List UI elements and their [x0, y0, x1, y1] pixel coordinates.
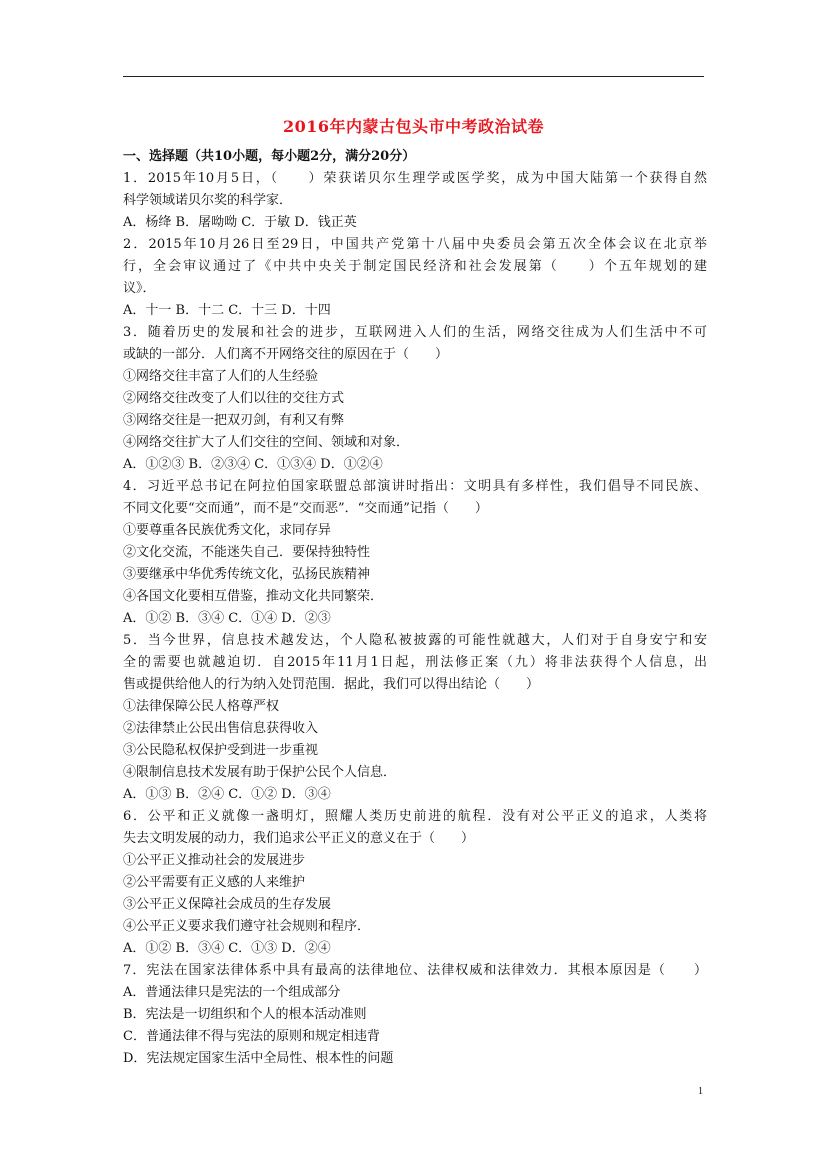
question-line: A．①③ B．②④ C．①② D．③④: [123, 787, 331, 802]
header-rule: [123, 76, 704, 77]
question-line: ③要继承中华优秀传统文化，弘扬民族精神: [123, 567, 371, 582]
page-number: 1: [698, 1086, 703, 1097]
question-line: ②公平需要有正义感的人来维护: [123, 875, 306, 890]
question-line: ④网络交往扩大了人们交往的空间、领域和对象．: [123, 435, 410, 450]
question-line: 5．当今世界，信息技术越发达，个人隐私被披露的可能性就越大，人们对于自身安宁和安: [123, 633, 707, 648]
question-line: ①公平正义推动社会的发展进步: [123, 853, 306, 868]
question-line: A．①② B．③④ C．①③ D．②④: [123, 941, 331, 956]
section-heading: 一、选择题（共10小题，每小题2分，满分20分）: [123, 149, 416, 164]
question-line: 2．2015年10月26日至29日，中国共产党第十八届中央委员会第五次全体会议在北京举: [123, 237, 707, 252]
question-line: ④限制信息技术发展有助于保护公民个人信息．: [123, 765, 397, 780]
question-line: ①法律保障公民人格尊严权: [123, 699, 280, 714]
question-line: ④公平正义要求我们遵守社会规则和程序．: [123, 919, 371, 934]
question-line: 3．随着历史的发展和社会的进步，互联网进入人们的生活，网络交往成为人们生活中不可: [123, 325, 707, 340]
question-line: A．①② B．③④ C．①④ D．②③: [123, 611, 331, 626]
question-line: 7．宪法在国家法律体系中具有最高的法律地位、法律权威和法律效力．其根本原因是（ ）: [123, 963, 707, 978]
question-line: ②法律禁止公民出售信息获得收入: [123, 721, 319, 736]
question-line: 行，全会审议通过了《中共中央关于制定国民经济和社会发展第（ ）个五年规划的建: [123, 259, 707, 274]
question-line: 6．公平和正义就像一盏明灯，照耀人类历史前进的航程．没有对公平正义的追求，人类将: [123, 809, 707, 824]
question-line: 售或提供给他人的行为纳入处罚范围．据此，我们可以得出结论（ ）: [123, 677, 540, 692]
question-line: 或缺的一部分．人们离不开网络交往的原因在于（ ）: [123, 347, 449, 362]
question-line: 议》．: [123, 281, 156, 296]
question-line: ③公平正义保障社会成员的生存发展: [123, 897, 332, 912]
exam-title: 2016年内蒙古包头市中考政治试卷: [282, 117, 545, 136]
question-line: 不同文化要“交而通”，而不是“交而恶”．“交而通”记指（ ）: [123, 501, 488, 516]
question-line: C．普通法律不得与宪法的原则和规定相违背: [123, 1029, 380, 1044]
question-line: A．十一 B．十二 C．十三 D．十四: [123, 303, 331, 318]
question-line: A．普通法律只是宪法的一个组成部分: [123, 985, 341, 1000]
question-line: ③网络交往是一把双刃剑，有利又有弊: [123, 413, 345, 428]
question-line: 科学领域诺贝尔奖的科学家．: [123, 193, 293, 208]
exam-body: [123, 146, 707, 1070]
question-line: ②网络交往改变了人们以往的交往方式: [123, 391, 345, 406]
question-line: ④各国文化要相互借鉴，推动文化共同繁荣．: [123, 589, 384, 604]
question-line: 全的需要也就越迫切．自2015年11月1日起，刑法修正案（九）将非法获得个人信息，出: [123, 655, 707, 670]
question-line: A．①②③ B．②③④ C．①③④ D．①②④: [123, 457, 383, 472]
question-line: ①网络交往丰富了人们的人生经验: [123, 369, 319, 384]
question-line: A．杨绛 B．屠呦呦 C．于敏 D．钱正英: [123, 215, 357, 230]
question-line: 1．2015年10月5日，（ ）荣获诺贝尔生理学或医学奖，成为中国大陆第一个获得自然: [123, 171, 707, 186]
question-line: ③公民隐私权保护受到进一步重视: [123, 743, 319, 758]
question-line: 4．习近平总书记在阿拉伯国家联盟总部演讲时指出：文明具有多样性，我们倡导不同民族、: [123, 479, 707, 494]
question-line: ②文化交流，不能迷失自己．要保持独特性: [123, 545, 371, 560]
question-line: D．宪法规定国家生活中全局性、根本性的问题: [123, 1051, 394, 1066]
question-line: ①要尊重各民族优秀文化，求同存异: [123, 523, 332, 538]
question-line: B．宪法是一切组织和个人的根本活动准则: [123, 1007, 367, 1022]
question-line: 失去文明发展的动力，我们追求公平正义的意义在于（ ）: [123, 831, 475, 846]
